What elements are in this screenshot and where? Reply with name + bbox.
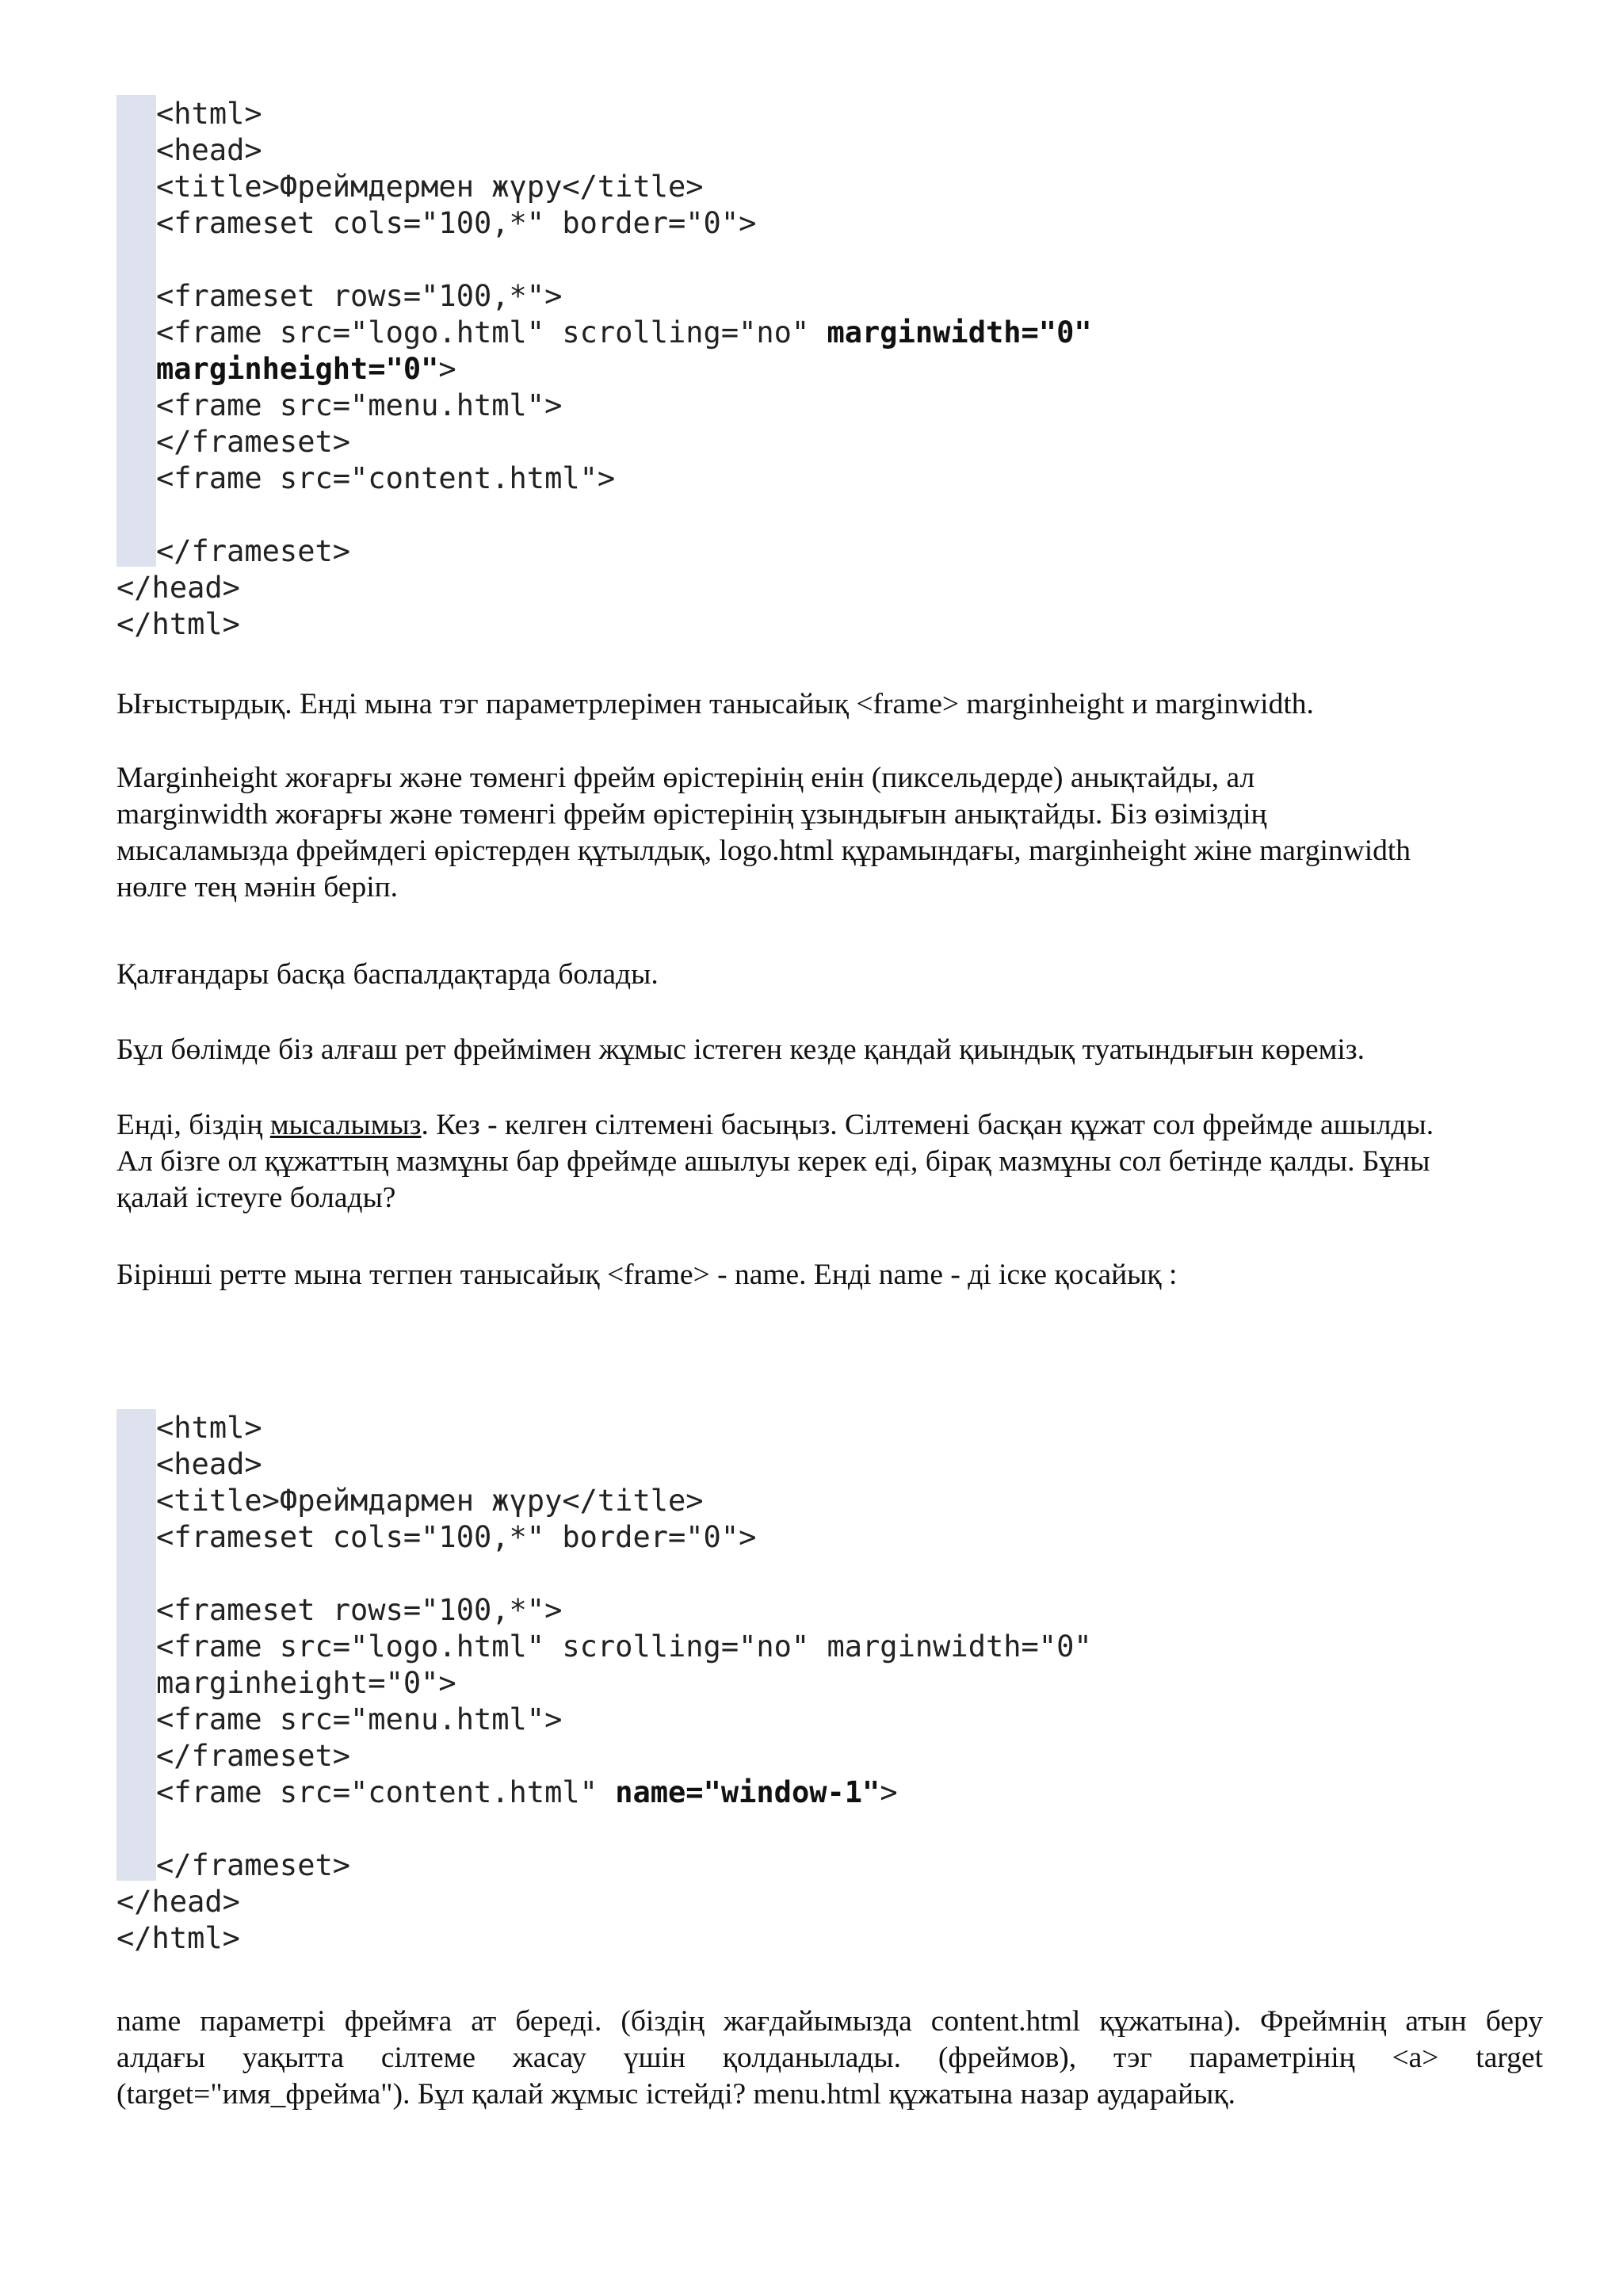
code-line: </frameset>	[156, 1739, 351, 1773]
code-line: <frame src="logo.html" scrolling="no" marginwidth="0"	[156, 315, 1092, 350]
code-line: <title>Фреймдермен жүру</title>	[156, 170, 704, 204]
code-line: <frameset rows="100,*">	[156, 1593, 563, 1627]
code-block-2-margin-bar	[116, 1409, 156, 1881]
code-line: <title>Фреймдармен жүру</title>	[156, 1484, 704, 1518]
code-line: </html>	[116, 1921, 240, 1955]
code-line: <frameset cols="100,*" border="0">	[156, 206, 757, 240]
code-line: <frame src="menu.html">	[156, 1702, 563, 1736]
bold-attribute: marginheight="0"	[156, 352, 439, 386]
code-line: </head>	[116, 571, 240, 605]
code-line: <frame src="content.html">	[156, 461, 616, 495]
paragraph-3: Қалғандары басқа баспалдақтарда болады.	[116, 958, 659, 991]
code-line: marginheight="0">	[156, 352, 456, 386]
code-line: <frame src="content.html" name="window-1">	[156, 1775, 898, 1809]
code-line: <head>	[156, 1447, 262, 1481]
code-line: </frameset>	[156, 534, 351, 568]
paragraph-6: Бірінші ретте мына тегпен танысайық <frame> - name. Енді name - ді іске қосайық :	[116, 1259, 1178, 1291]
paragraph-1: Ығыстырдық. Енді мына тэг параметрлерімен танысайық <frame> marginheight и marginwidth.	[116, 688, 1314, 720]
code-line: <html>	[156, 97, 262, 131]
paragraph-5: Енді, біздің мысалымыз. Кез - келген сілтемені басыңыз. Сілтемені басқан құжат сол фреймде ашылды. Ал бізге ол құжаттың мазмұны бар фреймде ашылуы керек еді, бірақ мазмұны сол бетінде қалды. Бұны қалай істеуге болады?	[116, 1109, 1434, 1214]
code-line: <frame src="logo.html" scrolling="no" marginwidth="0"	[156, 1629, 1092, 1664]
code-line: </head>	[116, 1885, 240, 1919]
code-line: <frame src="menu.html">	[156, 388, 563, 422]
code-line: <frameset cols="100,*" border="0">	[156, 1520, 757, 1554]
code-block-1-margin-bar	[116, 95, 156, 567]
code-line: <frameset rows="100,*">	[156, 279, 563, 313]
example-link[interactable]: мысалымыз	[269, 1109, 422, 1141]
paragraph-4: Бұл бөлімде біз алғаш рет фреймімен жұмыс істеген кезде қандай қиындық туатындығын көреміз.	[116, 1033, 1365, 1066]
code-line: </frameset>	[156, 425, 351, 459]
bold-attribute: name="window-1"	[615, 1775, 880, 1809]
code-line: <head>	[156, 133, 262, 167]
code-line: </frameset>	[156, 1848, 351, 1882]
bold-attribute: marginwidth="0"	[827, 315, 1092, 350]
code-line: marginheight="0">	[156, 1666, 456, 1700]
code-line: </html>	[116, 607, 240, 641]
paragraph-2: Marginheight жоғарғы және төменгі фрейм өрістерінің енін (пиксельдерде) анықтайды, ал marginwidth жоғарғы және төменгі фрейм өрістерінің ұзындығын анықтайды. Біз өзіміздің мысаламызда фреймдегі өрістерден құтылдық, logo.html құрамындағы, marginheight жіне marginwidth нөлге тең мәнін беріп.	[116, 762, 1411, 904]
paragraph-7: name параметрі фреймға ат береді. (біздің жағдайымызда content.html құжатына). Фреймнің атын беру алдағы уақытта сілтеме жасау үшін қолданылады. (фреймов), тэг параметрінің <a> target (target="имя_фрейма"). Бұл қалай жұмыс істейді? menu.html құжатына назар аударайық.	[116, 2005, 1543, 2111]
code-line: <html>	[156, 1411, 262, 1445]
